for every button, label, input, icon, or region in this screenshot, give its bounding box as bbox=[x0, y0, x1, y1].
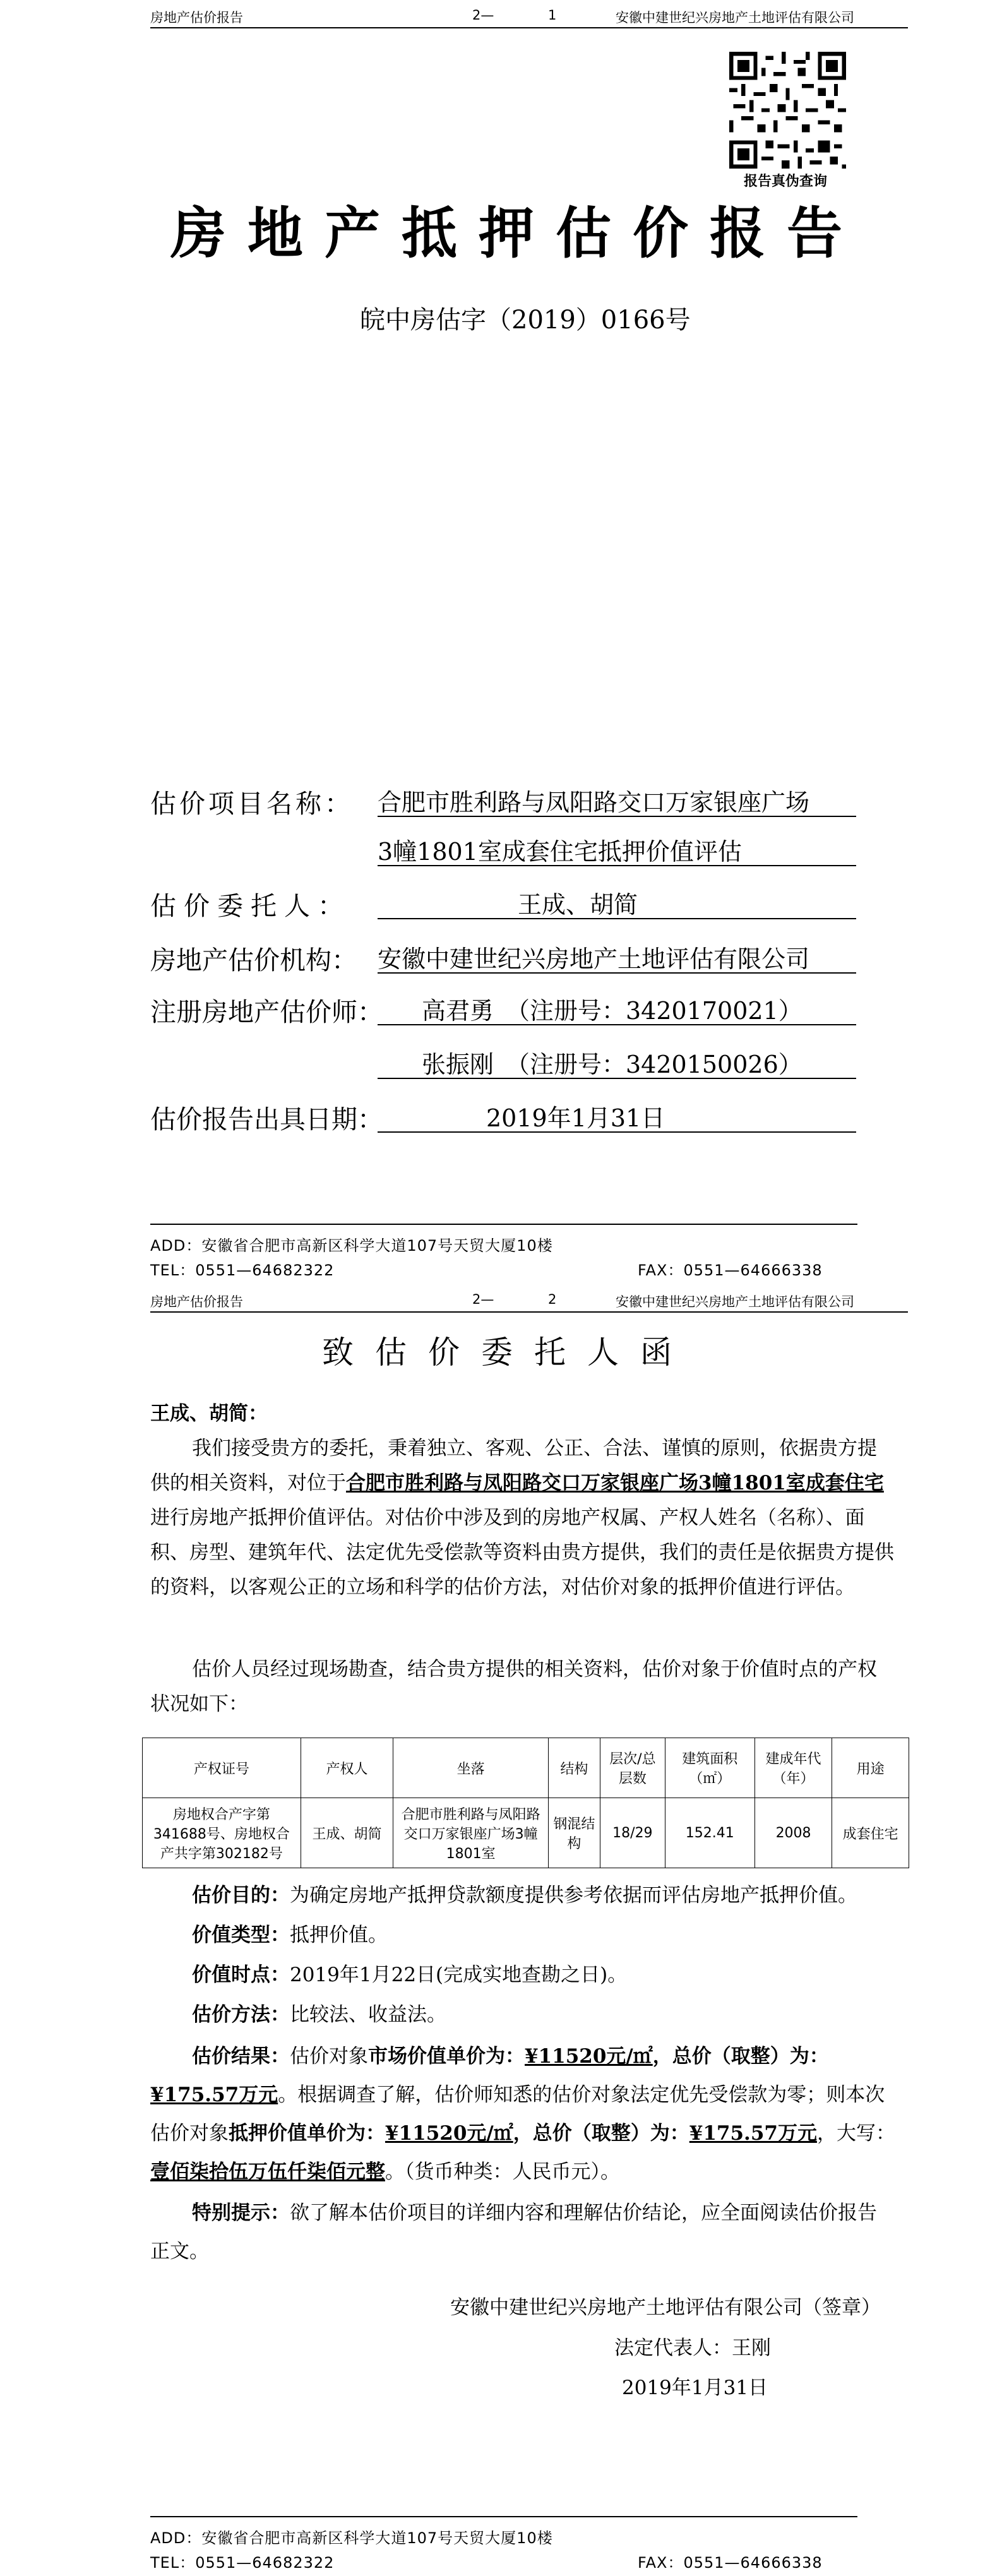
page1-header-left: 房地产估价报告 bbox=[150, 10, 243, 25]
project-underline2 bbox=[378, 865, 856, 866]
document-number: 皖中房估字（2019）0166号 bbox=[360, 306, 691, 335]
agency-label: 房地产估价机构： bbox=[150, 945, 357, 975]
report-title: 房地产抵押估价报告 bbox=[170, 200, 864, 266]
table-header-cell: 产权证号 bbox=[143, 1738, 301, 1798]
signature-representative: 法定代表人：王刚 bbox=[614, 2337, 771, 2359]
page2-header-page-num: 2 bbox=[548, 1292, 557, 1307]
date-value: 2019年1月31日 bbox=[486, 1104, 665, 1132]
page2-header-rule bbox=[150, 1311, 908, 1313]
client-value: 王成、胡简 bbox=[518, 891, 638, 919]
table-cell-area: 152.41 bbox=[665, 1798, 754, 1868]
signature-date: 2019年1月31日 bbox=[622, 2376, 768, 2399]
method-label: 估价方法： bbox=[192, 2003, 290, 2026]
table-header-cell: 用途 bbox=[832, 1738, 909, 1798]
page2-footer-tel: TEL：0551—64682322 bbox=[150, 2554, 335, 2572]
paragraph-1 bbox=[150, 1431, 895, 1605]
project-value-line1: 合肥市胜利路与凤阳路交口万家银座广场 bbox=[378, 789, 810, 816]
table-cell-owner: 王成、胡简 bbox=[301, 1798, 393, 1868]
table-header-cell: 建筑面积（㎡） bbox=[665, 1738, 754, 1798]
result-h: 抵押价值单价为： bbox=[229, 2122, 385, 2145]
signature-company: 安徽中建世纪兴房地产土地评估有限公司（签章） bbox=[450, 2296, 881, 2319]
project-value-line2: 3幢1801室成套住宅抵押价值评估 bbox=[378, 838, 742, 866]
result-market-unit-price: ¥11520元/㎡ bbox=[525, 2045, 653, 2068]
table-header-cell: 建成年代（年） bbox=[754, 1738, 832, 1798]
page2-footer-address: ADD：安徽省合肥市高新区科学大道107号天贸大厦10楼 bbox=[150, 2529, 553, 2547]
purpose-value: 为确定房地产抵押贷款额度提供参考依据而评估房地产抵押价值。 bbox=[290, 1884, 857, 1907]
table-cell-location: 合肥市胜利路与凤阳路交口万家银座广场3幢1801室 bbox=[393, 1798, 548, 1868]
method-value: 比较法、收益法。 bbox=[290, 2003, 446, 2026]
appraiser-1: 高君勇 （注册号：3420170021） bbox=[422, 997, 802, 1025]
client-underline bbox=[378, 918, 856, 919]
table-row bbox=[143, 1798, 909, 1868]
agency-value: 安徽中建世纪兴房地产土地评估有限公司 bbox=[378, 945, 810, 973]
project-underline1 bbox=[378, 816, 856, 817]
table-cell-cert-no: 房地权合产字第341688号、房地权合产共字第302182号 bbox=[143, 1798, 301, 1868]
table-cell-usage: 成套住宅 bbox=[832, 1798, 909, 1868]
table-header-cell: 层次/总层数 bbox=[600, 1738, 665, 1798]
value-type-value: 抵押价值。 bbox=[290, 1924, 388, 1947]
value-time-line bbox=[192, 1958, 627, 1993]
page2-footer-fax: FAX：0551—64666338 bbox=[638, 2554, 823, 2572]
appraiser-2: 张振刚 （注册号：3420150026） bbox=[422, 1051, 802, 1078]
project-label: 估价项目名称： bbox=[150, 789, 354, 819]
qr-caption: 报告真伪查询 bbox=[744, 174, 828, 189]
paragraph-2: 估价人员经过现场勘查，结合贵方提供的相关资料，估价对象于价值时点的产权状况如下： bbox=[150, 1658, 877, 1715]
table-header-row bbox=[143, 1738, 909, 1798]
result-mortgage-unit-price: ¥11520元/㎡ bbox=[385, 2122, 513, 2145]
date-label: 估价报告出具日期： bbox=[150, 1104, 383, 1135]
result-amount-in-words: 壹佰柒拾伍万伍仟柒佰元整 bbox=[150, 2161, 385, 2183]
result-market-total: ¥175.57 bbox=[150, 2084, 239, 2106]
page1-header-right: 安徽中建世纪兴房地产土地评估有限公司 bbox=[616, 10, 854, 25]
page2-header-left: 房地产估价报告 bbox=[150, 1294, 243, 1309]
value-time-value: 2019年1月22日(完成实地查勘之日)。 bbox=[290, 1964, 628, 1986]
appraiser-underline2 bbox=[378, 1078, 856, 1079]
appraiser-underline1 bbox=[378, 1024, 856, 1025]
result-market-total-unit: 万元 bbox=[239, 2084, 278, 2106]
result-j: ，总价（取整）为： bbox=[513, 2122, 689, 2145]
value-type-label: 价值类型： bbox=[192, 1924, 290, 1947]
table-header-cell: 产权人 bbox=[301, 1738, 393, 1798]
value-type-line bbox=[192, 1918, 388, 1953]
appraiser-label: 注册房地产估价师： bbox=[150, 997, 383, 1027]
page1-footer-rule bbox=[150, 1224, 857, 1225]
result-paragraph bbox=[150, 2037, 895, 2191]
page1-footer-tel: TEL：0551—64682322 bbox=[150, 1261, 335, 1279]
result-n: 。（货币种类：人民币元）。 bbox=[385, 2161, 620, 2183]
letter-title: 致估价委托人函 bbox=[322, 1334, 693, 1371]
result-a: 估价对象 bbox=[290, 2045, 368, 2068]
result-g: 。根据调查了解，估价师知悉的估价对象法定优先受偿款为零；则本次估价对象 bbox=[150, 2084, 885, 2145]
page1-header-page-total: 2— bbox=[472, 8, 494, 23]
result-label: 估价结果： bbox=[192, 2045, 290, 2068]
page1-header-rule bbox=[150, 27, 908, 28]
table-header-cell: 坐落 bbox=[393, 1738, 548, 1798]
table-header-cell: 结构 bbox=[548, 1738, 600, 1798]
property-table bbox=[142, 1738, 909, 1868]
paragraph-1-c: 进行房地产抵押价值评估。对估价中涉及到的房地产权属、产权人姓名（名称）、面积、房型、建筑年代、法定优先受偿款等资料由贵方提供，我们的责任是依据贵方提供的资料，以客观公正的立场和科学的估价方法，对估价对象的抵押价值进行评估。 bbox=[150, 1506, 894, 1599]
note-label: 特别提示： bbox=[192, 2202, 290, 2224]
table-cell-floor: 18/29 bbox=[600, 1798, 665, 1868]
qr-code-icon bbox=[729, 52, 846, 169]
purpose-label: 估价目的： bbox=[192, 1884, 290, 1907]
note-paragraph bbox=[150, 2194, 895, 2271]
result-mortgage-total: ¥175.57万元 bbox=[689, 2122, 817, 2145]
note-value: 欲了解本估价项目的详细内容和理解估价结论，应全面阅读估价报告正文。 bbox=[150, 2202, 877, 2263]
page1-header-page-num: 1 bbox=[548, 8, 557, 23]
result-b: 市场价值单价为： bbox=[368, 2045, 525, 2068]
table-cell-year: 2008 bbox=[754, 1798, 832, 1868]
purpose-line bbox=[192, 1878, 857, 1913]
result-l: ，大写： bbox=[816, 2122, 895, 2145]
page1-footer-fax: FAX：0551—64666338 bbox=[638, 1261, 823, 1279]
date-underline bbox=[378, 1131, 856, 1133]
method-line bbox=[192, 1998, 446, 2032]
page2-header-page-total: 2— bbox=[472, 1292, 494, 1307]
paragraph-1-a: 我们接受贵方的委托，秉着独立、客观、公正、合法、谨慎的原则，依据贵方提供的相关资料，对位于 bbox=[150, 1437, 877, 1494]
page1-footer-address: ADD：安徽省合肥市高新区科学大道107号天贸大厦10楼 bbox=[150, 1237, 553, 1255]
page2-header-right: 安徽中建世纪兴房地产土地评估有限公司 bbox=[616, 1294, 854, 1309]
salutation: 王成、胡简： bbox=[150, 1402, 268, 1425]
page2-footer-rule bbox=[150, 2516, 857, 2517]
table-cell-structure: 钢混结构 bbox=[548, 1798, 600, 1868]
agency-underline bbox=[378, 972, 856, 974]
result-d: ，总价（取整）为： bbox=[652, 2045, 829, 2068]
client-label: 估价委托人： bbox=[150, 891, 351, 921]
paragraph-1-property: 合肥市胜利路与凤阳路交口万家银座广场3幢1801室成套住宅 bbox=[346, 1472, 884, 1494]
value-time-label: 价值时点： bbox=[192, 1964, 290, 1986]
